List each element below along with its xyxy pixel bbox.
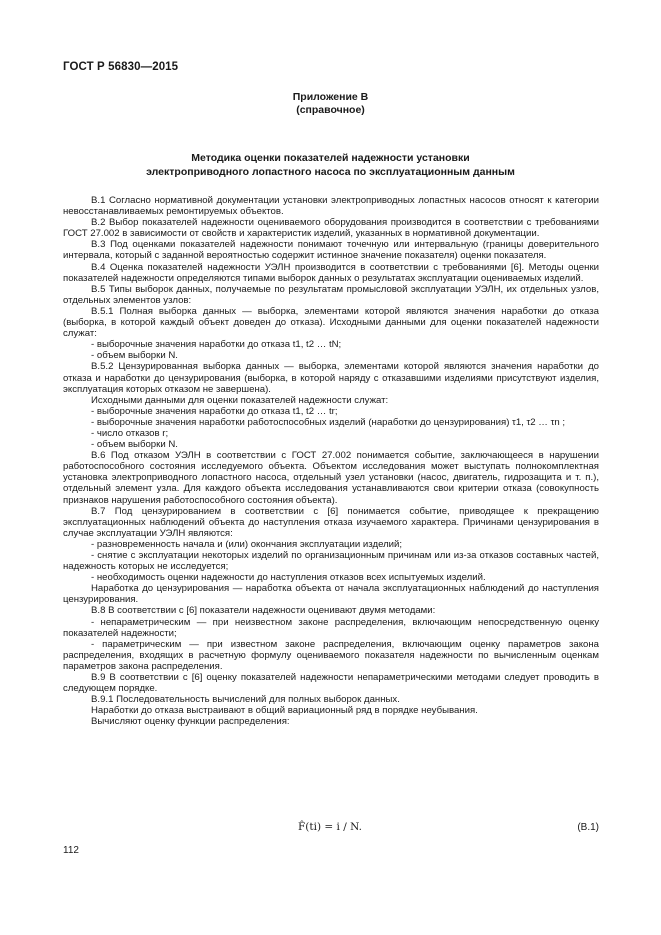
paragraph-b9: В.9 В соответствии с [6] оценку показателей надежности непараметрическими методами следует проводить в следующем порядке. [63,672,599,695]
paragraph-b6: В.6 Под отказом УЭЛН в соответствии с ГОСТ 27.002 понимается событие, заключающееся в нарушении работоспособного состояния исследуемого объекта. Объектом исследования может выступать полнокомплектная установка электроприводного лопастного насоса, отдельный узел установки (насос, двигатель, гидрозащита и т. п.), отдельный элемент узла. Для каждого объекта исследования устанавливаются свои критерии отказа (совокупность признаков нарушения работоспособного состояния объекта). [63,450,599,506]
list-item: - выборочные значения наработки работоспособных изделий (наработки до цензурирования) τ1, τ2 … τn ; [91,416,566,428]
paragraph-b9-1: В.9.1 Последовательность вычислений для полных выборок данных. [91,694,400,706]
paragraph-b5-2: В.5.2 Цензурированная выборка данных — выборка, элементами которой являются значения наработки до отказа и наработки до цензурирования (выборка, в которой наряду с отказавшими изделиями присутствуют изделия, эксплуатация которых отказом не завершена). [63,361,599,395]
list-item: - выборочные значения наработки до отказа t1, t2 … tN; [91,339,342,351]
list-item: - снятие с эксплуатации некоторых изделий по организационным причинам или из-за отказов составных частей, надежность которых не исследуется; [63,550,599,573]
formula-number: (В.1) [577,822,599,833]
paragraph-b3: В.3 Под оценками показателей надежности понимают точечную или интервальную (границы доверительного интервала, который с заданной вероятностью содержит истинное значение показателя) оценки показателя. [63,239,599,262]
list-item: - непараметрическим — при неизвестном законе распределения, включающим непосредственную оценку показателей надежности; [63,616,599,639]
paragraph-b5-1: В.5.1 Полная выборка данных — выборка, элементами которой являются значения наработки до отказа (выборка, в которой каждый объект доведен до отказа). Исходными данными для оценки показателей надежности служат: [63,305,599,340]
page-number: 112 [63,845,79,856]
paragraph-b9-1-b: Вычисляют оценку функции распределения: [91,716,290,728]
doc-title-line1: Методика оценки показателей надежности установки [191,152,470,164]
paragraph-b5: В.5 Типы выборок данных, получаемые по результатам промысловой эксплуатации УЭЛН, их отдельных узлов, отдельных элементов узлов: [63,283,599,306]
standard-header: ГОСТ Р 56830—2015 [63,61,179,73]
list-item: - параметрическим — при известном законе распределения, включающим оценку параметров закона распределения, входящих в расчетную формулу оцениваемого показателя надежности по вычисленным оценкам параметров закона распределения. [63,638,599,672]
appendix-title: Приложение В [292,91,369,103]
list-item: - разновременность начала и (или) окончания эксплуатации изделий; [91,538,403,550]
list-item: - объем выборки N. [91,350,178,362]
list-item: - объем выборки N. [91,439,178,451]
paragraph-b8: В.8 В соответствии с [6] показатели надежности оценивают двумя методами: [91,605,436,617]
paragraph-b5-2-source: Исходными данными для оценки показателей надежности служат: [91,394,389,406]
formula-expression: F̂(ti) = i / N. [298,821,362,833]
paragraph-b4: В.4 Оценка показателей надежности УЭЛН производится в соответствии с требованиями [6]. Методы оценки показателей надежности определяются типами выборок данных о результатах эксплуатации оцениваемых изделий. [63,261,599,284]
paragraph-b7-end: Наработка до цензурирования — наработка объекта от начала эксплуатационных наблюдений до наступления цензурирования. [63,583,599,606]
formula-row [63,821,599,837]
list-item: - выборочные значения наработки до отказа t1, t2 … tr; [91,405,338,417]
paragraph-b2: В.2 Выбор показателей надежности оцениваемого оборудования производится в соответствии с требованиями ГОСТ 27.002 в зависимости от свойств и характеристик изделий, указанных в нормативной документации. [63,217,599,240]
appendix-note: (справочное) [296,104,365,116]
doc-title-line2: электроприводного лопастного насоса по эксплуатационным данным [146,166,515,178]
list-item: - необходимость оценки надежности до наступления отказов всех испытуемых изделий. [91,572,486,584]
document-body [63,195,599,728]
paragraph-b1: В.1 Согласно нормативной документации установки электроприводных лопастных насосов относят к категории невосстанавливаемых ремонтируемых объектов. [63,195,599,218]
paragraph-b7: В.7 Под цензурированием в соответствии с [6] понимается событие, приводящее к прекращению эксплуатационных наблюдений объекта до наступления отказа изучаемого характера. Причинами цензурирования в случае эксплуатации УЭЛН являются: [63,505,599,539]
paragraph-b9-1-a: Наработки до отказа выстраивают в общий вариационный ряд в порядке неубывания. [91,705,478,717]
list-item: - число отказов r; [91,427,169,439]
